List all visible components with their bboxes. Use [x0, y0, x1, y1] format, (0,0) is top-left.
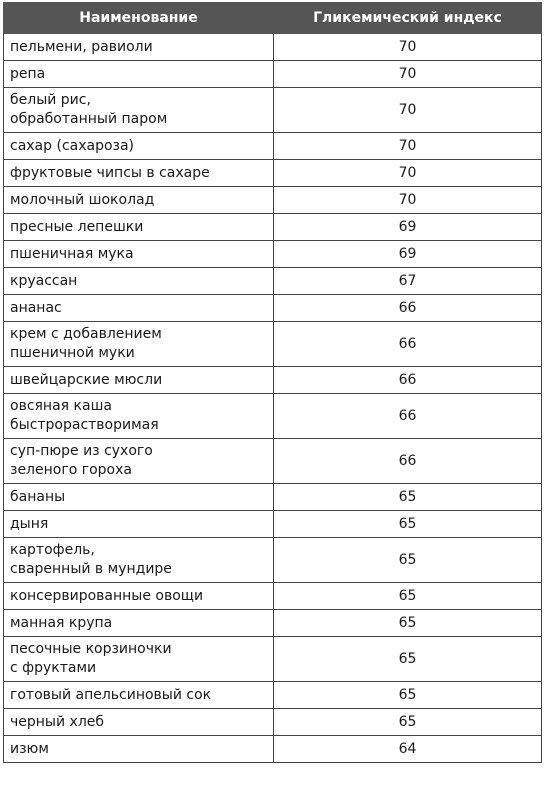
product-name-cell: белый рис, обработанный паром [4, 88, 274, 133]
table-row [4, 88, 542, 133]
glycemic-index-cell: 70 [274, 34, 542, 61]
table-row [4, 583, 542, 610]
table-row [4, 268, 542, 295]
product-name-cell: песочные корзиночки с фруктами [4, 637, 274, 682]
product-name-cell: пресные лепешки [4, 214, 274, 241]
product-name-cell: сахар (сахароза) [4, 133, 274, 160]
table-header-row [4, 3, 542, 34]
table-row [4, 736, 542, 763]
table-row [4, 187, 542, 214]
product-name-cell: дыня [4, 511, 274, 538]
glycemic-index-cell: 66 [274, 322, 542, 367]
product-name-cell: черный хлеб [4, 709, 274, 736]
glycemic-index-cell: 70 [274, 133, 542, 160]
header-name: Наименование [4, 3, 274, 34]
glycemic-index-cell: 65 [274, 538, 542, 583]
product-name-cell: суп-пюре из сухого зеленого гороха [4, 439, 274, 484]
glycemic-index-cell: 65 [274, 610, 542, 637]
product-name-cell: круассан [4, 268, 274, 295]
glycemic-index-cell: 65 [274, 637, 542, 682]
product-name-cell: картофель, сваренный в мундире [4, 538, 274, 583]
product-name-cell: репа [4, 61, 274, 88]
table-row [4, 538, 542, 583]
glycemic-index-cell: 67 [274, 268, 542, 295]
product-name-cell: готовый апельсиновый сок [4, 682, 274, 709]
table-row [4, 133, 542, 160]
product-name-cell: манная крупа [4, 610, 274, 637]
glycemic-index-cell: 70 [274, 88, 542, 133]
product-name-cell: пшеничная мука [4, 241, 274, 268]
glycemic-index-cell: 66 [274, 394, 542, 439]
glycemic-index-cell: 65 [274, 682, 542, 709]
table-row [4, 214, 542, 241]
table-body [4, 34, 542, 763]
table-row [4, 610, 542, 637]
product-name-cell: бананы [4, 484, 274, 511]
table-row [4, 322, 542, 367]
table-row [4, 34, 542, 61]
table-row [4, 637, 542, 682]
table-row [4, 367, 542, 394]
glycemic-index-cell: 64 [274, 736, 542, 763]
table-row [4, 709, 542, 736]
glycemic-index-cell: 65 [274, 511, 542, 538]
glycemic-index-cell: 66 [274, 439, 542, 484]
glycemic-index-cell: 70 [274, 61, 542, 88]
table-row [4, 61, 542, 88]
table-row [4, 394, 542, 439]
glycemic-index-table [3, 2, 542, 763]
header-glycemic-index: Гликемический индекс [274, 3, 542, 34]
product-name-cell: фруктовые чипсы в сахаре [4, 160, 274, 187]
product-name-cell: консервированные овощи [4, 583, 274, 610]
table-row [4, 160, 542, 187]
glycemic-index-cell: 65 [274, 583, 542, 610]
glycemic-index-cell: 69 [274, 241, 542, 268]
product-name-cell: изюм [4, 736, 274, 763]
product-name-cell: овсяная каша быстрорастворимая [4, 394, 274, 439]
glycemic-index-cell: 69 [274, 214, 542, 241]
glycemic-index-cell: 65 [274, 484, 542, 511]
product-name-cell: ананас [4, 295, 274, 322]
table-row [4, 682, 542, 709]
product-name-cell: молочный шоколад [4, 187, 274, 214]
table-row [4, 241, 542, 268]
table-row [4, 511, 542, 538]
product-name-cell: пельмени, равиоли [4, 34, 274, 61]
product-name-cell: крем с добавлением пшеничной муки [4, 322, 274, 367]
table-row [4, 484, 542, 511]
glycemic-index-cell: 70 [274, 187, 542, 214]
glycemic-index-cell: 65 [274, 709, 542, 736]
table-row [4, 439, 542, 484]
glycemic-index-cell: 66 [274, 295, 542, 322]
glycemic-index-cell: 66 [274, 367, 542, 394]
table-row [4, 295, 542, 322]
product-name-cell: швейцарские мюсли [4, 367, 274, 394]
glycemic-index-cell: 70 [274, 160, 542, 187]
